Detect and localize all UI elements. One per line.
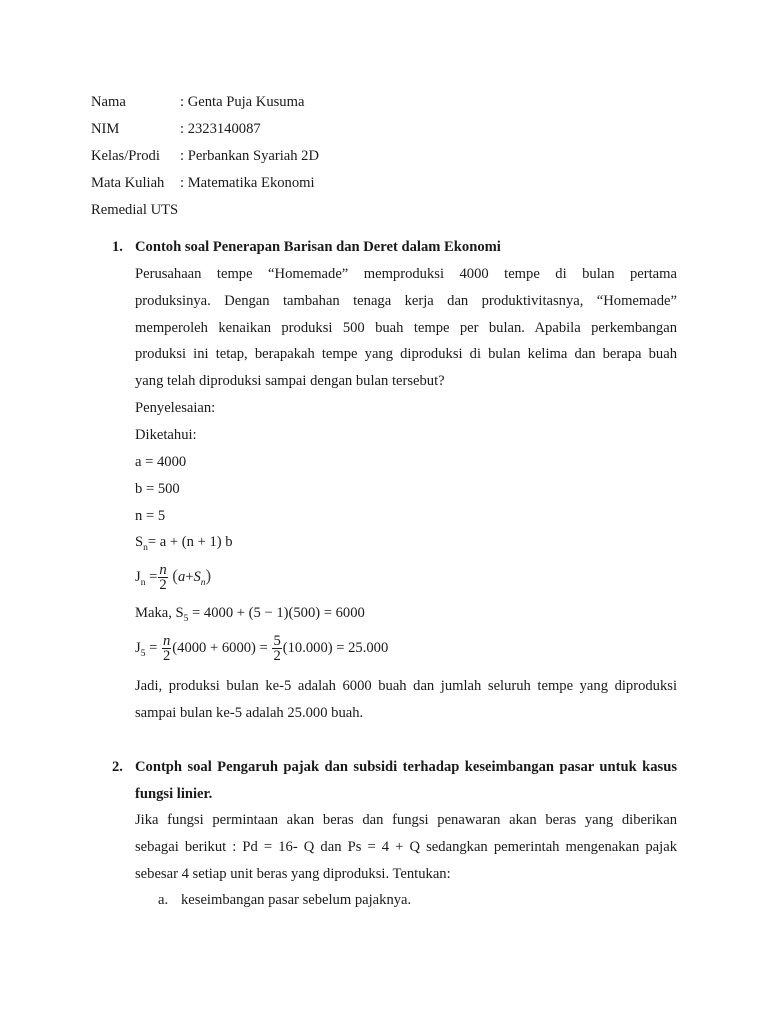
list-item-text: keseimbangan pasar sebelum pajaknya. — [181, 892, 412, 908]
paragraph-line: produksinya. Dengan tambahan tenaga kerja dan produktivitasnya, “Homemade” — [135, 293, 677, 309]
paragraph-line: yang telah diproduksi sampai dengan bulan tersebut? — [135, 373, 445, 389]
paragraph-line: memperoleh kenaikan produksi 500 buah tempe per bulan. Apabila perkembangan — [135, 320, 677, 336]
formula-j5: $J_5$ = $\frac{n}{2}$ (4000 + 6000) = $\frac{5}{2}$ (10.000) = 25.000 — [135, 633, 389, 665]
header-value-kelas: : Perbankan Syariah 2D — [180, 148, 320, 164]
question-title: Contoh soal Penerapan Barisan dan Deret dalam Ekonomi — [135, 239, 501, 255]
fraction: $\frac{n}{2}$ — [162, 633, 171, 665]
paragraph-line: Jika fungsi permintaan akan beras dan fungsi penawaran akan beras yang diberikan — [135, 812, 677, 828]
formula-maka: Maka, $S_5 = 4000 + (5 - 1)(500) = 6000$ — [135, 605, 365, 624]
formula-jn: $J_n$ = $\frac{n}{2}$ $(a+S_n)$ — [135, 562, 212, 594]
question-number: 1. — [112, 239, 123, 255]
conclusion-line: sampai bulan ke-5 adalah 25.000 buah. — [135, 705, 364, 721]
header-label-nim: NIM — [91, 121, 120, 137]
list-item-letter: a. — [158, 892, 169, 908]
document-subtitle: Remedial UTS — [91, 202, 179, 218]
conclusion-line: Jadi, produksi bulan ke-5 adalah 6000 buah dan jumlah seluruh tempe yang diproduksi — [135, 678, 677, 694]
paragraph-line: sebagai berikut : Pd = 16- Q dan Ps = 4 + Q sedangkan pemerintah mengenakan pajak — [135, 839, 677, 855]
header-label-nama: Nama — [91, 94, 126, 110]
question-title: Contph soal Pengaruh pajak dan subsidi terhadap keseimbangan pasar untuk kasus — [135, 759, 677, 775]
formula-sn: $S_n= a + (n + 1)$ b — [135, 534, 233, 553]
given-b: b = 500 — [135, 481, 180, 497]
given-a: a = 4000 — [135, 454, 187, 470]
paragraph-line: Perusahaan tempe “Homemade” memproduksi 4000 tempe di bulan pertama — [135, 266, 677, 282]
question-title: fungsi linier. — [135, 786, 213, 802]
penyelesaian-label: Penyelesaian: — [135, 400, 216, 416]
fraction: $\frac{n}{2}$ — [159, 562, 167, 594]
header-value-nim: : 2323140087 — [180, 121, 261, 137]
header-value-matkul: : Matematika Ekonomi — [180, 175, 315, 191]
fraction: $\frac{5}{2}$ — [273, 633, 281, 665]
header-value-nama: : Genta Puja Kusuma — [180, 94, 305, 110]
question-number: 2. — [112, 759, 123, 775]
header-label-matkul: Mata Kuliah — [91, 175, 165, 191]
diketahui-label: Diketahui: — [135, 427, 197, 443]
paragraph-line: produksi ini tetap, berapakah tempe yang diproduksi di bulan kelima dan berapa buah — [135, 346, 677, 362]
paragraph-line: sebesar 4 setiap unit beras yang diproduksi. Tentukan: — [135, 866, 451, 882]
given-n: n = 5 — [135, 508, 166, 524]
header-label-kelas: Kelas/Prodi — [91, 148, 160, 164]
